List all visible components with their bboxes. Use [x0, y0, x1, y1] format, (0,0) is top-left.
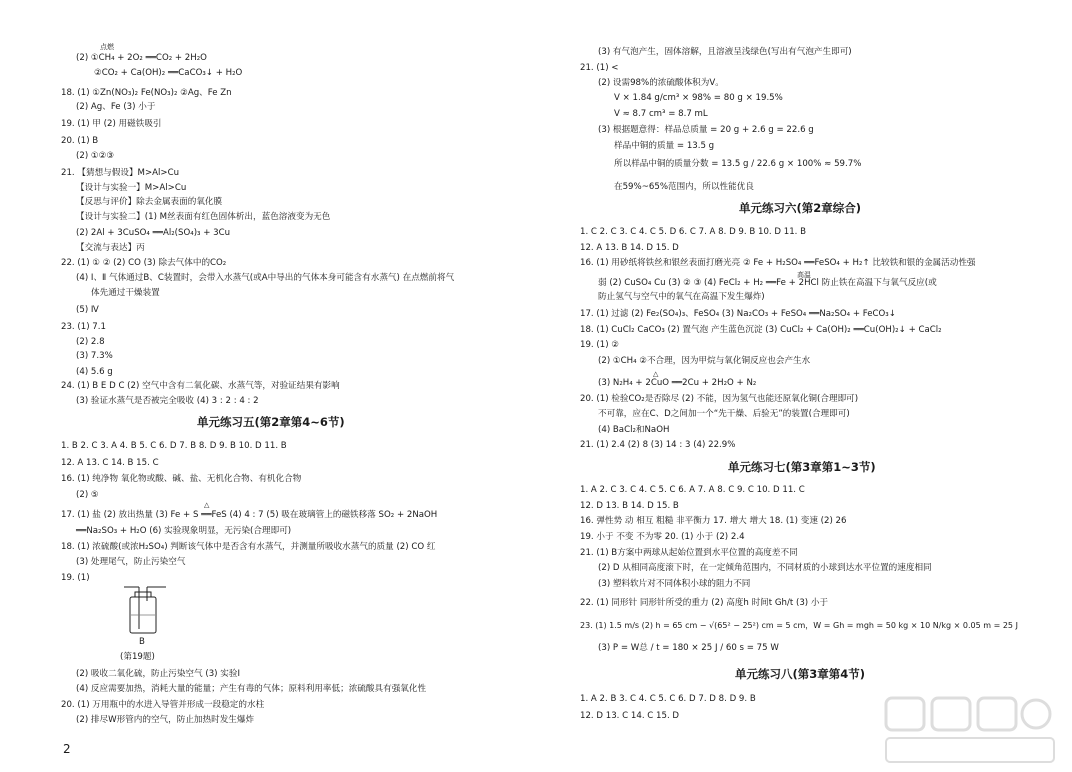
answer-line: 22. (1) ① ② (2) CO (3) 除去气体中的CO₂	[61, 258, 227, 268]
answer-line: ②CO₂ + Ca(OH)₂ ══CaCO₃↓ + H₂O	[94, 68, 243, 78]
answer-line: (3) 验证水蒸气是否被完全吸收 (4) 3 : 2 : 4 : 2	[76, 396, 259, 406]
watermark-logo	[876, 692, 1066, 768]
answer-line: (5) Ⅳ	[76, 305, 99, 315]
section-heading: 单元练习六(第2章综合)	[739, 201, 862, 215]
answer-line: (2) Ag、Fe (3) 小于	[76, 102, 156, 112]
answer-line: (2) 2Al + 3CuSO₄ ══Al₂(SO₄)₃ + 3Cu	[76, 228, 231, 238]
answer-line: 样品中铜的质量 = 13.5 g	[614, 141, 715, 151]
answer-line: (3) 处理尾气，防止污染空气	[76, 557, 186, 567]
answer-line: 不可靠，应在C、D之间加一个“先干燥、后验无”的装置(合理即可)	[598, 409, 850, 419]
answer-line: 20. (1) 检验CO₂是否除尽 (2) 不能，因为氢气也能还原氧化铜(合理即可)	[580, 394, 859, 404]
condition-label: 点燃	[100, 43, 114, 51]
answer-line: 16. 弹性势 动 相互 粗糙 非平衡力 17. 增大 增大 18. (1) 变速 (2) 26	[580, 516, 847, 526]
answer-line: 19. (1) ②	[580, 340, 620, 350]
answer-line: V ≈ 8.7 cm³ = 8.7 mL	[614, 109, 708, 119]
answer-line: 1. A 2. B 3. C 4. C 5. C 6. D 7. D 8. D 9. B	[580, 694, 756, 704]
answer-line: 【反思与评价】除去金属表面的氧化膜	[76, 197, 223, 207]
answer-line: (4) Ⅰ、Ⅱ 气体通过B、C装置时，会带入水蒸气(或A中导出的气体本身可能含有水蒸气) 在点燃前将气	[76, 273, 455, 283]
answer-line: (2) ⑤	[76, 490, 99, 500]
answer-line: 24. (1) B E D C (2) 空气中含有二氧化碳、水蒸气等，对验证结果有影响	[61, 381, 340, 391]
answer-line: 16. (1) 用砂纸将铁丝和银丝表面打磨光亮 ② Fe + H₂SO₄ ══FeSO₄ + H₂↑ 比较铁和银的金属活动性强	[580, 258, 976, 268]
answer-line: 所以样品中铜的质量分数 = 13.5 g / 22.6 g × 100% ≈ 59.7%	[614, 159, 862, 169]
section-heading: 单元练习五(第2章第4~6节)	[197, 415, 345, 429]
answer-line: 19. (1) 甲 (2) 用磁铁吸引	[61, 119, 162, 129]
answer-line: 防止氢气与空气中的氧气在高温下发生爆炸)	[598, 292, 765, 302]
page-number: 2	[63, 742, 71, 756]
section-heading: 单元练习七(第3章第1~3节)	[728, 460, 876, 474]
answer-line: (3) 有气泡产生，固体溶解，且溶液呈浅绿色(写出有气泡产生即可)	[598, 47, 852, 57]
answer-line: 17. (1) 过滤 (2) Fe₂(SO₄)₃、FeSO₄ (3) Na₂CO₃ + FeSO₄ ══Na₂SO₄ + FeCO₃↓	[580, 309, 896, 319]
answer-line: 18. (1) CuCl₂ CaCO₃ (2) 置气泡 产生蓝色沉淀 (3) CuCl₂ + Ca(OH)₂ ══Cu(OH)₂↓ + CaCl₂	[580, 325, 942, 335]
answer-line: 19. 小于 不变 不为零 20. (1) 小于 (2) 2.4	[580, 532, 745, 542]
answer-line: (2) 吸收二氧化硫，防止污染空气 (3) 实验Ⅰ	[76, 669, 240, 679]
answer-line: 1. B 2. C 3. A 4. B 5. C 6. D 7. B 8. D 9. B 10. D 11. B	[61, 441, 287, 451]
heat-label: △	[653, 370, 659, 378]
answer-line: 19. (1)	[61, 573, 90, 583]
answer-line: V × 1.84 g/cm³ × 98% = 80 g × 19.5%	[614, 93, 783, 103]
answer-line: (3) 7.3%	[76, 351, 113, 361]
answer-line: 20. (1) B	[61, 136, 99, 146]
gas-washing-bottle-figure	[120, 585, 170, 635]
answer-line: 体先通过干燥装置	[91, 288, 160, 298]
answer-line: 在59%~65%范围内，所以性能优良	[614, 182, 754, 192]
answer-line: 1. C 2. C 3. C 4. C 5. D 6. C 7. A 8. D 9. B 10. D 11. B	[580, 227, 807, 237]
answer-line: (2) D 从相同高度滚下时，在一定倾角范围内，不同材质的小球到达水平位置的速度相同	[598, 563, 932, 573]
answer-line: 17. (1) 盐 (2) 放出热量 (3) Fe + S ══FeS (4) 4 : 7 (5) 吸在玻璃管上的磁铁移落 SO₂ + 2NaOH	[61, 510, 438, 520]
answer-line: (2) ①②③	[76, 151, 115, 161]
answer-line: 18. (1) 浓硫酸(或浓H₂SO₄) 判断该气体中是否含有水蒸气，并测量所吸收水蒸气的质量 (2) CO 红	[61, 542, 436, 552]
answer-line: 21. (1) 2.4 (2) 8 (3) 14 : 3 (4) 22.9%	[580, 440, 736, 450]
heat-label: △	[204, 501, 210, 509]
answer-line: 21. 【猜想与假设】M>Al>Cu	[61, 168, 180, 178]
answer-line: 弱 (2) CuSO₄ Cu (3) ② ③ (4) FeCl₂ + H₂ ══Fe + 2HCl 防止铁在高温下与氧气反应(或	[598, 278, 937, 288]
answer-line: 【设计与实验二】(1) M丝表面有红色固体析出，蓝色溶液变为无色	[76, 212, 331, 222]
answer-line: 22. (1) 同形针 同形针所受的重力 (2) 高度h 时间t Gh/t (3) 小于	[580, 598, 829, 608]
answer-line: (2) ①CH₄ + 2O₂ ══CO₂ + 2H₂O	[76, 53, 207, 63]
answer-line: 12. A 13. C 14. B 15. C	[61, 458, 159, 468]
answer-line: (4) 反应需要加热，消耗大量的能量；产生有毒的气体；原料利用率低；浓硫酸具有强氧化性	[76, 684, 427, 694]
heat-label: 高温	[797, 271, 811, 279]
figure-caption: (第19题)	[120, 652, 155, 662]
answer-line: 1. A 2. C 3. C 4. C 5. C 6. A 7. A 8. C 9. C 10. D 11. C	[580, 485, 805, 495]
answer-line: (4) BaCl₂和NaOH	[598, 425, 670, 435]
answer-line: 12. D 13. B 14. D 15. B	[580, 501, 679, 511]
answer-line: (3) 根据题意得：样品总质量 = 20 g + 2.6 g = 22.6 g	[598, 125, 814, 135]
answer-line: 16. (1) 纯净物 氧化物或酸、碱、盐、无机化合物、有机化合物	[61, 474, 302, 484]
answer-line: (2) 2.8	[76, 337, 105, 347]
answer-line: (4) 5.6 g	[76, 367, 113, 377]
answer-line: 12. A 13. B 14. D 15. D	[580, 243, 679, 253]
answer-line: ══Na₂SO₃ + H₂O (6) 实验现象明显，无污染(合理即可)	[76, 526, 292, 536]
answer-line: (2) 设需98%的浓硫酸体积为V。	[598, 78, 724, 88]
answer-line: 23. (1) 7.1	[61, 322, 106, 332]
answer-line: 18. (1) ①Zn(NO₃)₂ Fe(NO₃)₂ ②Ag、Fe Zn	[61, 88, 232, 98]
answer-line: 【设计与实验一】M>Al>Cu	[76, 183, 187, 193]
answer-line: 23. (1) 1.5 m/s (2) h = 65 cm − √(65² − 25²) cm = 5 cm，W = Gh = mgh = 50 kg × 10 N/kg × 0.05 m = 25 J	[580, 621, 1018, 630]
section-heading: 单元练习八(第3章第4节)	[735, 667, 866, 681]
answer-line: (2) 排尽W形管内的空气，防止加热时发生爆炸	[76, 715, 255, 725]
answer-line: (3) P = W总 / t = 180 × 25 J / 60 s = 75 W	[598, 643, 779, 653]
answer-line: 12. D 13. C 14. C 15. D	[580, 711, 680, 721]
answer-line: (3) N₂H₄ + 2CuO ══2Cu + 2H₂O + N₂	[598, 378, 757, 388]
answer-line: 20. (1) 万用瓶中的水进入导管并形成一段稳定的水柱	[61, 700, 265, 710]
answer-line: (2) ①CH₄ ②不合理，因为甲烷与氧化铜反应也会产生水	[598, 356, 811, 366]
answer-line: (3) 塑料软片对不同体积小球的阻力不同	[598, 579, 751, 589]
answer-line: 21. (1) <	[580, 63, 619, 73]
answer-line: 【交流与表达】丙	[76, 243, 145, 253]
answer-line: 21. (1) B方案中两球从起始位置到水平位置的高度差不同	[580, 548, 798, 558]
bottle-label: B	[139, 637, 145, 647]
